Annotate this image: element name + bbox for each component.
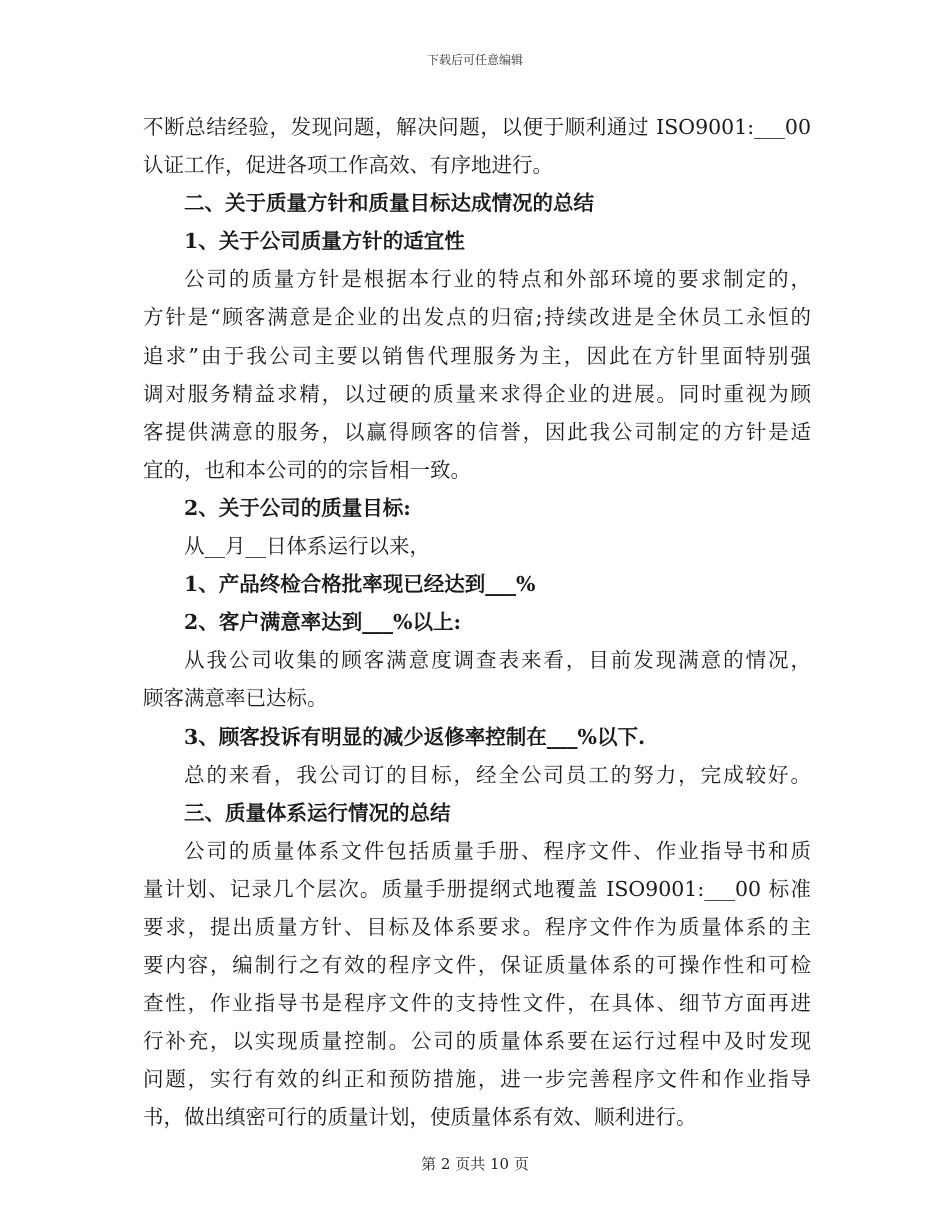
section-heading: 2、客户满意率达到___%以上: <box>184 610 462 635</box>
section-heading: 3、顾客投诉有明显的减少返修率控制在___%以下. <box>184 724 646 749</box>
paragraph-line: 调对服务精益求精，以过硬的质量来求得企业的进展。同时重视为顾 <box>143 381 811 406</box>
paragraph-line: 从我公司收集的顾客满意度调查表来看，目前发现满意的情况， <box>184 648 811 673</box>
paragraph-line: 总的来看，我公司订的目标，经全公司员工的努力，完成较好。 <box>184 762 811 787</box>
paragraph-line: 要内容，编制行之有效的程序文件，保证质量体系的可操作性和可检 <box>143 953 811 978</box>
paragraph-line: 问题，实行有效的纠正和预防措施，进一步完善程序文件和作业指导 <box>143 1067 811 1092</box>
section-heading: 1、关于公司质量方针的适宜性 <box>184 229 465 254</box>
paragraph-line: 行补充，以实现质量控制。公司的质量体系要在运行过程中及时发现 <box>143 1029 811 1054</box>
paragraph-line: 追求”由于我公司主要以销售代理服务为主，因此在方针里面特别强 <box>143 343 811 368</box>
section-heading: 2、关于公司的质量目标: <box>184 495 411 520</box>
paragraph-line: 书，做出缜密可行的质量计划，使质量体系有效、顺利进行。 <box>143 1105 697 1130</box>
paragraph-line: 客提供满意的服务，以赢得顾客的信誉，因此我公司制定的方针是适 <box>143 419 811 444</box>
section-heading: 二、关于质量方针和质量目标达成情况的总结 <box>184 191 594 216</box>
paragraph-line: 方针是“顾客满意是企业的出发点的归宿;持续改进是全休员工永恒的 <box>143 305 811 330</box>
paragraph-line: 从__月__日体系运行以来， <box>184 534 430 559</box>
paragraph-line: 要求，提出质量方针、目标及体系要求。程序文件作为质量体系的主 <box>143 914 811 939</box>
section-heading: 1、产品终检合格批率现已经达到___% <box>184 572 536 597</box>
paragraph-line: 公司的质量体系文件包括质量手册、程序文件、作业指导书和质 <box>184 838 811 863</box>
section-heading: 三、质量体系运行情况的总结 <box>184 800 451 825</box>
paragraph-line: 查性，作业指导书是程序文件的支持性文件，在具体、细节方面再进 <box>143 991 811 1016</box>
paragraph-line: 不断总结经验，发现问题，解决问题，以便于顺利通过 ISO9001:___00 <box>143 115 811 139</box>
paragraph-line: 宜的，也和本公司的的宗旨相一致。 <box>143 457 471 482</box>
paragraph-line: 顾客满意率已达标。 <box>143 686 328 711</box>
paragraph-line: 认证工作，促进各项工作高效、有序地进行。 <box>143 153 553 178</box>
paragraph-line: 公司的质量方针是根据本行业的特点和外部环境的要求制定的， <box>184 267 811 292</box>
page-number-footer: 第 2 页共 10 页 <box>421 1155 529 1173</box>
page-header: 下载后可任意编辑 <box>426 53 523 67</box>
document-body <box>143 108 811 1137</box>
paragraph-line: 量计划、记录几个层次。质量手册提纲式地覆盖 ISO9001:___00 标准 <box>143 876 811 901</box>
